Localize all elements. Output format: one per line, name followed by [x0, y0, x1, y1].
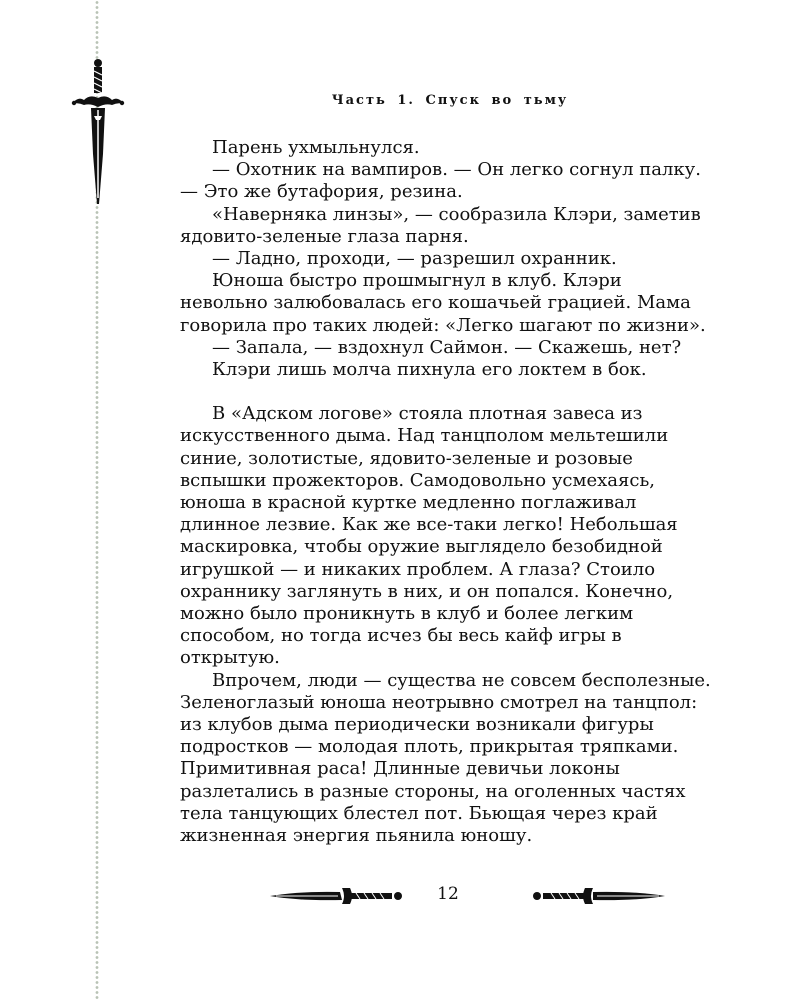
running-head: Часть 1. Спуск во тьму [331, 93, 569, 108]
body-text [180, 137, 712, 847]
paragraph: Парень ухмыльнулся. [212, 137, 420, 158]
paragraph: Впрочем, люди — существа не совсем бесполезные. Зеленоглазый юноша неотрывно смотрел на танцпол: из клубов дыма периодически возникали фигуры подростков — молодая плоть, прикрытая тряпками. Примитивная раса! Длинные девичьи локоны разлетались в разные стороны, на оголенных частях тела танцующих блестел пот. Бьющая через край жизненная энергия пьянила юношу. [180, 669, 711, 847]
paragraph: «Наверняка линзы», — сообразила Клэри, заметив ядовито-зеленые глаза парня. [180, 203, 701, 247]
dagger-left-icon [270, 886, 410, 906]
dagger-ornament-icon [70, 58, 126, 206]
paragraph: Клэри лишь молча пихнула его локтем в бок. [212, 359, 647, 381]
paragraph: В «Адском логове» стояла плотная завеса из искусственного дыма. Над танцполом мельтешили синие, золотистые, ядовито-зеленые и розовые вспышки прожекторов. Самодовольно усмехаясь, юноша в красной куртке медленно поглаживал длинное лезвие. Как же все-таки легко! Небольшая маскировка, чтобы оружие выглядело безобидной игрушкой — и никаких проблем. А глаза? Стоило охраннику заглянуть в них, и он попался. Конечно, можно было проникнуть в клуб и более легким способом, но тогда исчез бы весь кайф игры в открытую. [180, 403, 678, 669]
paragraph: — Ладно, проходи, — разрешил охранник. [212, 248, 617, 270]
page-footer [0, 880, 800, 912]
page-number: 12 [437, 884, 459, 904]
dagger-right-icon [525, 886, 665, 906]
paragraph: Юноша быстро прошмыгнул в клуб. Клэри невольно залюбовалась его кошачьей грацией. Мама говорила про таких людей: «Легко шагают по жизни». [180, 270, 706, 336]
paragraph: — Запала, — вздохнул Саймон. — Скажешь, нет? [212, 336, 682, 358]
paragraph: — Охотник на вампиров. — Он легко согнул палку. — Это же бутафория, резина. [180, 159, 701, 203]
